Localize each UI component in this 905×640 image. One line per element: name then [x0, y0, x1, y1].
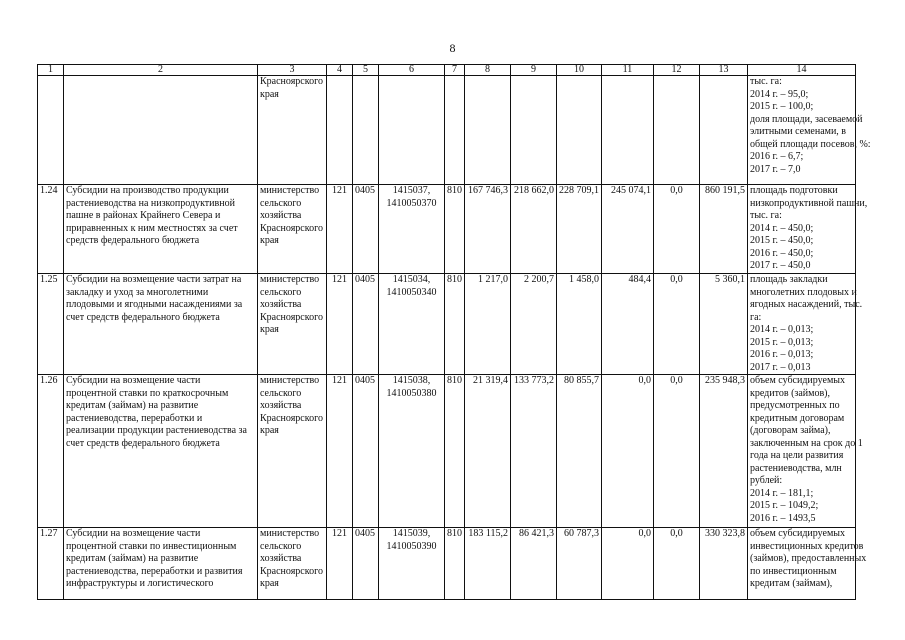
text-line: 2014 г. – 181,1;: [750, 487, 814, 499]
text-line: края: [260, 88, 279, 100]
text-line: счет средств федерального бюджета: [66, 437, 220, 449]
text-line: края: [260, 235, 279, 246]
text-line: 2016 г. – 0,013;: [750, 349, 814, 360]
measure-name: [64, 274, 258, 375]
text-line: закладку и уход за многолетними: [66, 286, 209, 298]
text-line: хозяйства: [260, 400, 302, 411]
text-line: объем субсидируемых: [750, 375, 845, 386]
grbs-code: 121: [327, 185, 353, 274]
text-line: края: [260, 324, 279, 335]
text-line: хозяйства: [260, 299, 302, 310]
text-line: кредитам (займам) на развитие: [66, 553, 199, 564]
text-line: (займов), предоставленных: [750, 553, 867, 564]
expense-type: 810: [445, 375, 465, 528]
row-number: 1.24: [38, 185, 64, 274]
amount-2015: [511, 76, 557, 185]
expense-type: [445, 76, 465, 185]
text-line: 1415038,: [392, 375, 431, 386]
expected-result: [748, 76, 871, 185]
text-line: сельского: [260, 286, 302, 298]
text-line: средств федерального бюджета: [66, 235, 200, 246]
expense-type: 810: [445, 185, 465, 274]
table-row: [38, 274, 856, 375]
text-line: края: [260, 425, 279, 436]
page-number: 8: [449, 41, 456, 55]
text-line: реализации продукции растениеводства за: [66, 425, 247, 436]
total-amount: 330 323,8: [700, 528, 748, 600]
section-code: 0405: [353, 528, 379, 600]
amount-2017: 484,4: [602, 274, 654, 375]
row-number: 1.25: [38, 274, 64, 375]
total-amount: [700, 76, 748, 185]
column-header: 6: [379, 65, 445, 76]
text-line: инфраструктуры и логистического: [66, 578, 214, 589]
text-line: процентной ставки по краткосрочным: [66, 387, 229, 399]
text-line: министерство: [260, 185, 320, 196]
amount-2014: 183 115,2: [465, 528, 511, 600]
amount-2016: 1 458,0: [557, 274, 602, 375]
grbs-code: [327, 76, 353, 185]
amount-2016: [557, 76, 602, 185]
text-line: га:: [750, 311, 762, 323]
text-line: 1410050390: [386, 540, 437, 552]
administrator: [258, 185, 327, 274]
amount-2014: 1 217,0: [465, 274, 511, 375]
amount-2017: 0,0: [602, 528, 654, 600]
amount-2014: [465, 76, 511, 185]
amount-2017: [602, 76, 654, 185]
text-line: площадь закладки: [750, 274, 828, 285]
text-line: заключенным на срок до 1: [750, 437, 863, 449]
amount-col12: 0,0: [654, 528, 700, 600]
measure-name: [64, 76, 258, 185]
expected-result: [748, 274, 863, 375]
grbs-code: 121: [327, 375, 353, 528]
row-number: 1.27: [38, 528, 64, 600]
target-code: [379, 76, 445, 185]
column-header: 11: [602, 65, 654, 76]
budget-table: [37, 64, 871, 600]
grbs-code: 121: [327, 274, 353, 375]
section-code: 0405: [353, 274, 379, 375]
amount-2014: 21 319,4: [465, 375, 511, 528]
text-line: Субсидии на возмещение части: [66, 528, 201, 539]
expected-result: [748, 185, 868, 274]
text-line: 1410050380: [386, 387, 437, 399]
text-line: 2017 г. – 7,0: [750, 163, 801, 175]
column-header: 7: [445, 65, 465, 76]
text-line: Красноярского: [260, 311, 323, 323]
text-line: 2017 г. – 0,013: [750, 361, 811, 373]
text-line: многолетних плодовых и: [750, 286, 857, 298]
column-header: 1: [38, 65, 64, 76]
text-line: кредитным договорам: [750, 412, 845, 424]
section-code: 0405: [353, 185, 379, 274]
text-line: счет средств федерального бюджета: [66, 311, 220, 323]
target-code: [379, 185, 445, 274]
text-line: края: [260, 578, 279, 589]
text-line: кредитам (займам) на развитие: [66, 400, 199, 411]
expense-type: 810: [445, 274, 465, 375]
table-header-row: [38, 65, 856, 76]
text-line: кредитов (займов),: [750, 387, 831, 399]
text-line: сельского: [260, 540, 302, 552]
total-amount: 235 948,3: [700, 375, 748, 528]
text-line: предусмотренных по: [750, 400, 840, 411]
table-row: [38, 528, 856, 600]
text-line: 2014 г. – 95,0;: [750, 88, 809, 100]
measure-name: [64, 375, 258, 528]
text-line: хозяйства: [260, 210, 302, 221]
amount-2014: 167 746,3: [465, 185, 511, 274]
table-row: [38, 76, 856, 185]
text-line: 2015 г. – 450,0;: [750, 235, 814, 246]
text-line: тыс. га:: [750, 210, 782, 221]
expected-result: [748, 375, 863, 528]
amount-col12: 0,0: [654, 375, 700, 528]
text-line: растениеводства на низкопродуктивной: [66, 197, 235, 209]
text-line: инвестиционных кредитов: [750, 540, 864, 552]
text-line: плодовыми и ягодными насаждениями за: [66, 299, 243, 310]
text-line: года на цели развития: [750, 450, 844, 461]
text-line: 2015 г. – 100,0;: [750, 101, 814, 112]
administrator: [258, 528, 327, 600]
text-line: (договорам займа),: [750, 425, 831, 436]
text-line: доля площади, засеваемой: [750, 113, 863, 125]
text-line: пашне в районах Крайнего Севера и: [66, 210, 221, 221]
amount-2016: 80 855,7: [557, 375, 602, 528]
text-line: растениеводства, млн: [750, 462, 842, 474]
section-code: [353, 76, 379, 185]
column-header: 5: [353, 65, 379, 76]
text-line: министерство: [260, 274, 320, 285]
text-line: элитными семенами, в: [750, 126, 847, 137]
text-line: 1415039,: [392, 528, 431, 539]
table-row: [38, 185, 856, 274]
amount-2017: 0,0: [602, 375, 654, 528]
administrator: [258, 274, 327, 375]
amount-2015: 86 421,3: [511, 528, 557, 600]
table-row: [38, 375, 856, 528]
text-line: 1415034,: [392, 274, 431, 285]
expense-type: 810: [445, 528, 465, 600]
amount-2015: 133 773,2: [511, 375, 557, 528]
column-header: 12: [654, 65, 700, 76]
amount-2015: 2 200,7: [511, 274, 557, 375]
expected-result: [748, 528, 867, 600]
grbs-code: 121: [327, 528, 353, 600]
section-code: 0405: [353, 375, 379, 528]
column-header: 3: [258, 65, 327, 76]
column-header: 2: [64, 65, 258, 76]
text-line: 2015 г. – 1049,2;: [750, 500, 819, 511]
text-line: сельского: [260, 387, 302, 399]
amount-2016: 228 709,1: [557, 185, 602, 274]
row-number: [38, 76, 64, 185]
text-line: 1415037,: [392, 185, 431, 196]
text-line: Красноярского: [260, 412, 323, 424]
measure-name: [64, 185, 258, 274]
measure-name: [64, 528, 258, 600]
text-line: растениеводства, переработки и развития: [66, 565, 243, 577]
text-line: министерство: [260, 528, 320, 539]
administrator: [258, 375, 327, 528]
text-line: ягодных насаждений, тыс.: [750, 299, 863, 310]
amount-2017: 245 074,1: [602, 185, 654, 274]
text-line: по инвестиционным: [750, 565, 837, 577]
total-amount: 5 360,1: [700, 274, 748, 375]
amount-col12: 0,0: [654, 185, 700, 274]
text-line: площадь подготовки: [750, 185, 838, 196]
text-line: хозяйства: [260, 553, 302, 564]
text-line: 2014 г. – 0,013;: [750, 324, 814, 335]
row-number: 1.26: [38, 375, 64, 528]
text-line: сельского: [260, 197, 302, 209]
text-line: растениеводства, переработки и: [66, 412, 203, 424]
text-line: тыс. га:: [750, 76, 782, 87]
target-code: [379, 274, 445, 375]
text-line: 1410050370: [386, 197, 437, 209]
text-line: Субсидии на возмещение части: [66, 375, 201, 386]
text-line: Субсидии на возмещение части затрат на: [66, 274, 242, 285]
text-line: низкопродуктивной пашни,: [750, 197, 868, 209]
column-header: 13: [700, 65, 748, 76]
text-line: кредитам (займам),: [750, 578, 833, 589]
text-line: Красноярского: [260, 222, 323, 234]
text-line: 2016 г. – 6,7;: [750, 151, 804, 162]
column-header: 10: [557, 65, 602, 76]
text-line: процентной ставки по инвестиционным: [66, 540, 237, 552]
text-line: 2015 г. – 0,013;: [750, 336, 814, 348]
text-line: 2016 г. – 1493,5: [750, 512, 816, 524]
text-line: Субсидии на производство продукции: [66, 185, 229, 196]
text-line: приравненных к ним местностях за счет: [66, 222, 238, 234]
text-line: Красноярского: [260, 565, 323, 577]
column-header: 14: [748, 65, 856, 76]
text-line: 1410050340: [386, 286, 437, 298]
text-line: общей площади посевов, %:: [750, 138, 871, 150]
column-header: 9: [511, 65, 557, 76]
column-header: 8: [465, 65, 511, 76]
amount-col12: [654, 76, 700, 185]
text-line: Красноярского: [260, 76, 323, 87]
text-line: 2016 г. – 450,0;: [750, 247, 814, 259]
text-line: объем субсидируемых: [750, 528, 845, 539]
text-line: министерство: [260, 375, 320, 386]
text-line: рублей:: [750, 475, 783, 486]
amount-2015: 218 662,0: [511, 185, 557, 274]
total-amount: 860 191,5: [700, 185, 748, 274]
target-code: [379, 375, 445, 528]
column-header: 4: [327, 65, 353, 76]
administrator: [258, 76, 327, 185]
target-code: [379, 528, 445, 600]
text-line: 2014 г. – 450,0;: [750, 222, 814, 234]
text-line: 2017 г. – 450,0: [750, 260, 811, 271]
amount-2016: 60 787,3: [557, 528, 602, 600]
amount-col12: 0,0: [654, 274, 700, 375]
